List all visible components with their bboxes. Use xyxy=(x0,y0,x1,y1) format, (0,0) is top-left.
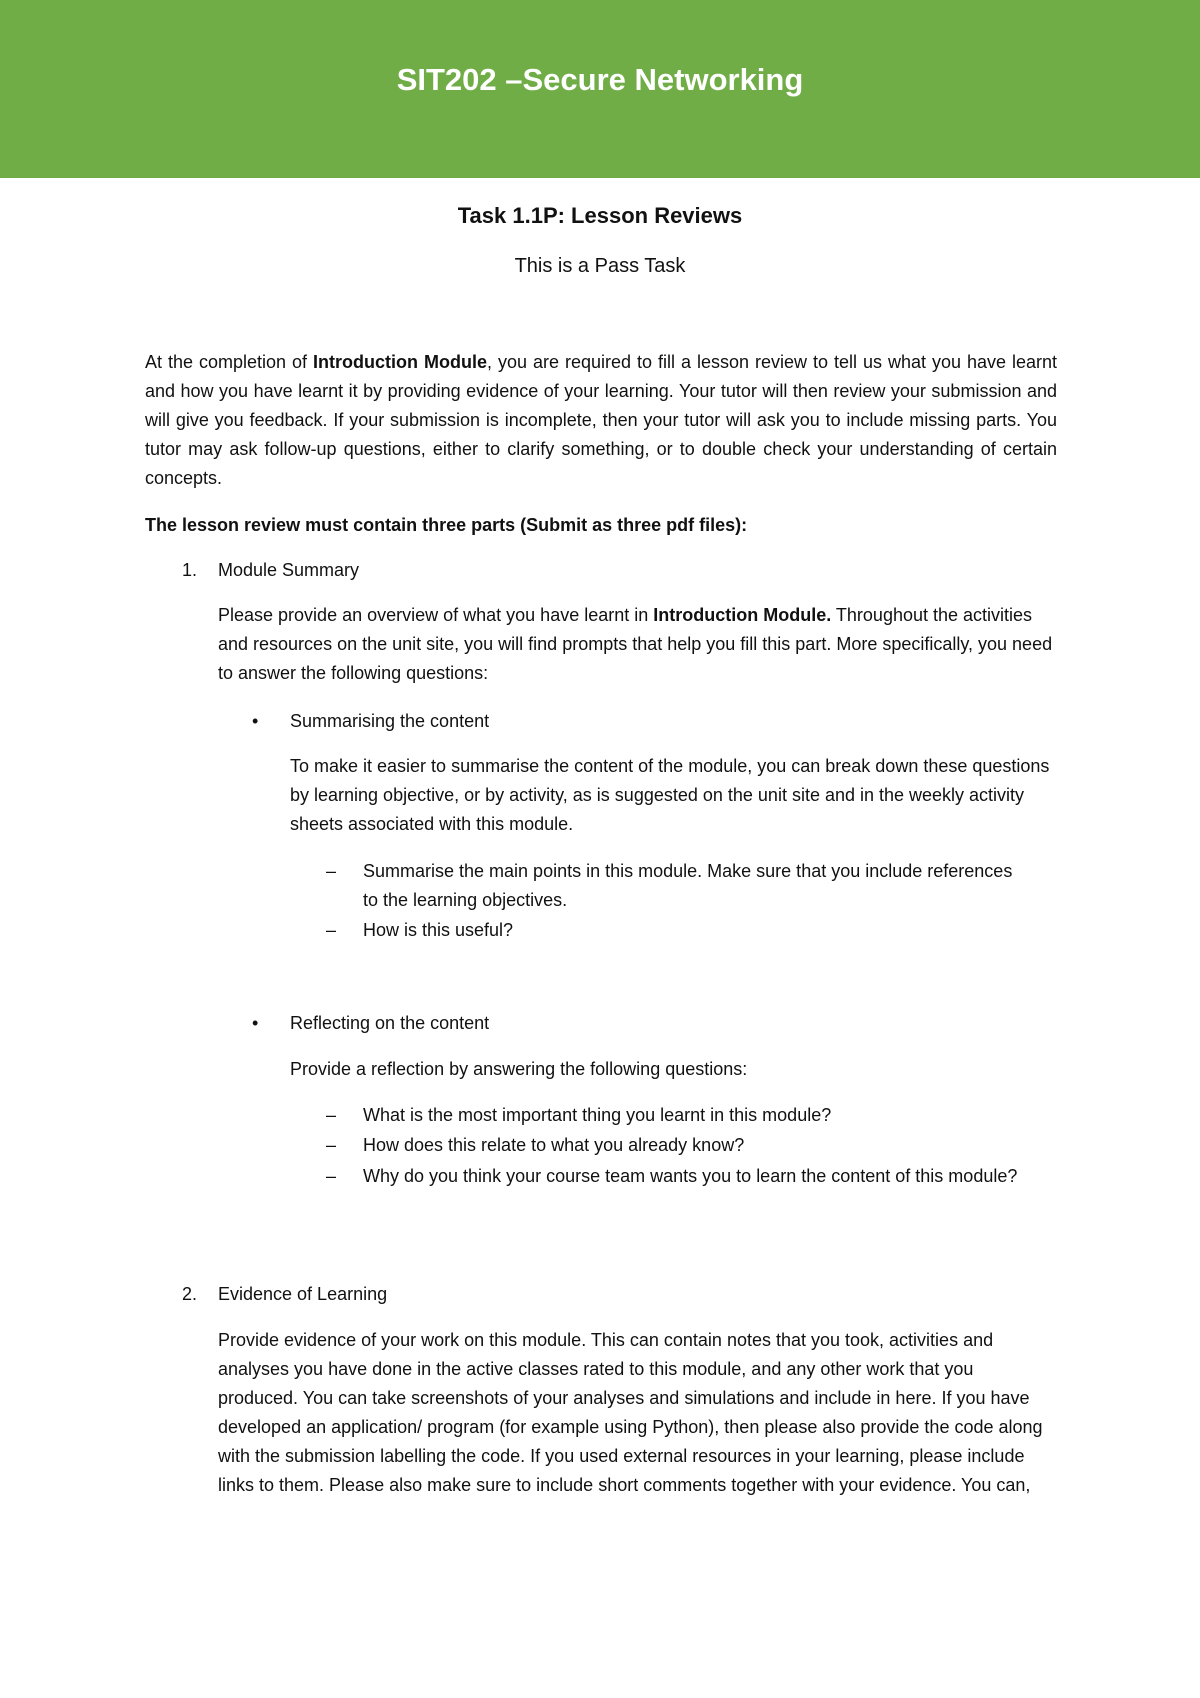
bullet-marker: • xyxy=(252,711,259,731)
module-summary-paragraph: Please provide an overview of what you have learnt in Introduction Module. Throughout the activities and resources on the unit site, you will find prompts that help you fill this part. More specifically, you need to answer the following questions: xyxy=(218,605,1053,683)
dash-marker: – xyxy=(326,1135,337,1155)
parts-heading: The lesson review must contain three parts (Submit as three pdf files): xyxy=(145,515,748,535)
relate-item: How does this relate to what you already know? xyxy=(363,1135,745,1155)
dash-marker: – xyxy=(326,861,337,881)
dash-marker: – xyxy=(326,1166,337,1186)
banner-title: SIT202 –Secure Networking xyxy=(396,62,804,97)
list-number-1: 1. xyxy=(182,560,198,580)
most-important-item: What is the most important thing you learnt in this module? xyxy=(363,1105,832,1125)
reflecting-paragraph: Provide a reflection by answering the following questions: xyxy=(290,1059,748,1079)
bullet-reflecting-title: Reflecting on the content xyxy=(290,1013,490,1033)
list-number-2: 2. xyxy=(182,1284,198,1304)
item-evidence-title: Evidence of Learning xyxy=(218,1284,388,1304)
how-useful-item: How is this useful? xyxy=(363,920,514,940)
bullet-summarising-title: Summarising the content xyxy=(290,711,490,731)
evidence-paragraph: Provide evidence of your work on this module. This can contain notes that you took, activities and analyses you have done in the active classes rated to this module, and any other work that you produced. You can take screenshots of your analyses and simulations and include in here. If you have developed an application/ program (for example using Python), then please also provide the code along with the submission labelling the code. If you used external resources in your learning, please include links to them. Please also make sure to include short comments together with your evidence. You can, xyxy=(218,1330,1043,1495)
task-title: Task 1.1P: Lesson Reviews xyxy=(457,203,743,228)
item-module-summary-title: Module Summary xyxy=(218,560,360,580)
dash-marker: – xyxy=(326,1105,337,1125)
header-banner xyxy=(0,0,1200,178)
summarise-points-item: Summarise the main points in this module. Make sure that you include references to the learning objectives. xyxy=(363,861,1013,910)
why-learn-item: Why do you think your course team wants you to learn the content of this module? xyxy=(363,1166,1018,1186)
bullet-marker: • xyxy=(252,1013,259,1033)
task-subtitle: This is a Pass Task xyxy=(514,255,686,277)
summarising-paragraph: To make it easier to summarise the content of the module, you can break down these questions by learning objective, or by activity, as is suggested on the unit site and in the weekly activity sheets associated with this module. xyxy=(290,756,1050,834)
dash-marker: – xyxy=(326,920,337,940)
intro-paragraph: At the completion of Introduction Module, you are required to fill a lesson review to tell us what you have learnt and how you have learnt it by providing evidence of your learning. Your tutor will then review your submission and will give you feedback. If your submission is incomplete, then your tutor will ask you to include missing parts. You tutor may ask follow-up questions, either to clarify something, or to double check your understanding of certain concepts. xyxy=(145,352,1058,488)
